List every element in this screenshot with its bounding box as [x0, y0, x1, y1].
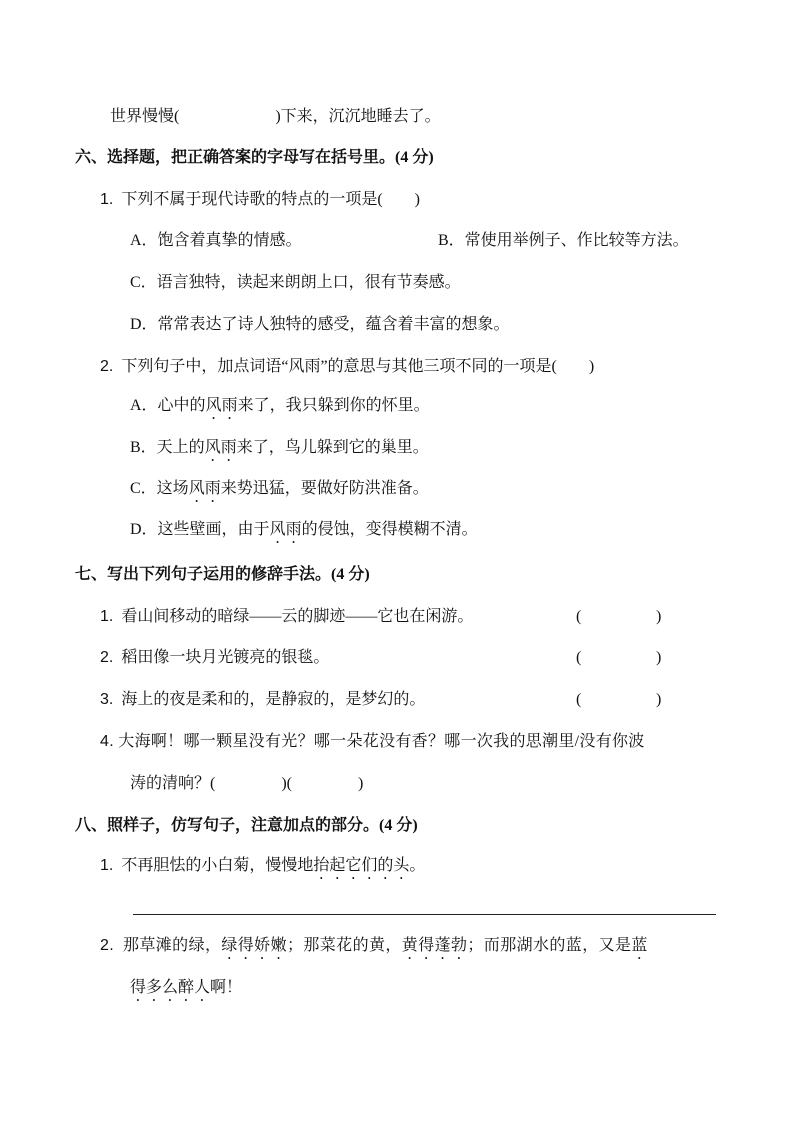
emphasized-word: 风雨: [205, 397, 238, 414]
question-7-4-line2: 涛的清响？( )( ): [130, 775, 364, 792]
answer-bracket-open[interactable]: (: [576, 649, 582, 666]
emphasized-word: 得多么醉人: [130, 979, 211, 996]
emphasized-word: 风雨: [269, 521, 302, 538]
question-7-1: 1. 看山间移动的暗绿——云的脚迹——它也在闲游。: [100, 608, 474, 625]
option-b: B．天上的风雨来了，鸟儿躲到它的巢里。: [130, 439, 429, 456]
answer-bracket-close: ): [656, 649, 662, 666]
emphasized-word: 风雨: [204, 439, 237, 456]
question-7-4: 4. 大海啊！哪一颗星没有光？哪一朵花没有香？哪一次我的思潮里/没有你波: [100, 733, 645, 750]
emphasized-word: 风雨: [188, 480, 221, 497]
emphasized-word: 黄得蓬勃: [401, 937, 468, 954]
question-8-2-line2: 得多么醉人啊！: [130, 979, 243, 996]
emphasized-word: 绿得娇嫩: [221, 937, 287, 954]
question-8-1: 1. 不再胆怯的小白菊，慢慢地抬起它们的头。: [100, 857, 426, 874]
answer-bracket-open[interactable]: (: [576, 691, 582, 708]
section-8-title: 八、照样子，仿写句子，注意加点的部分。(4 分): [75, 817, 418, 834]
answer-bracket-close: ): [656, 608, 662, 625]
emphasized-word: 抬起它们的头: [313, 857, 410, 874]
question-8-2: 2. 那草滩的绿，绿得娇嫩；那菜花的黄，黄得蓬勃；而那湖水的蓝，又是蓝: [100, 937, 648, 954]
answer-bracket-close: ): [656, 691, 662, 708]
option-c: C．这场风雨来势迅猛，要做好防洪准备。: [130, 480, 429, 497]
option-d: D．这些壁画，由于风雨的侵蚀，变得模糊不清。: [130, 521, 478, 538]
option-a: A．心中的风雨来了，我只躲到你的怀里。: [130, 397, 430, 414]
option-a: A．饱含着真挚的情感。: [130, 232, 302, 249]
option-b: B．常使用举例子、作比较等方法。: [438, 232, 689, 249]
top-line: 世界慢慢( )下来，沉沉地睡去了。: [110, 108, 441, 125]
option-c: C．语言独特，读起来朗朗上口，很有节奏感。: [130, 274, 461, 291]
question-6-2: 2. 下列句子中，加点词语“风雨”的意思与其他三项不同的一项是( ): [100, 358, 595, 375]
answer-bracket-open[interactable]: (: [576, 608, 582, 625]
section-7-title: 七、写出下列句子运用的修辞手法。(4 分): [75, 566, 370, 583]
question-7-3: 3. 海上的夜是柔和的，是静寂的，是梦幻的。: [100, 691, 426, 708]
emphasized-word: 蓝: [631, 937, 648, 954]
option-d: D．常常表达了诗人独特的感受，蕴含着丰富的想象。: [130, 316, 510, 333]
question-6-1: 1. 下列不属于现代诗歌的特点的一项是( ): [100, 191, 421, 208]
answer-line[interactable]: [133, 914, 716, 915]
question-7-2: 2. 稻田像一块月光镀亮的银毯。: [100, 649, 330, 666]
section-6-title: 六、选择题，把正确答案的字母写在括号里。(4 分): [75, 149, 434, 166]
